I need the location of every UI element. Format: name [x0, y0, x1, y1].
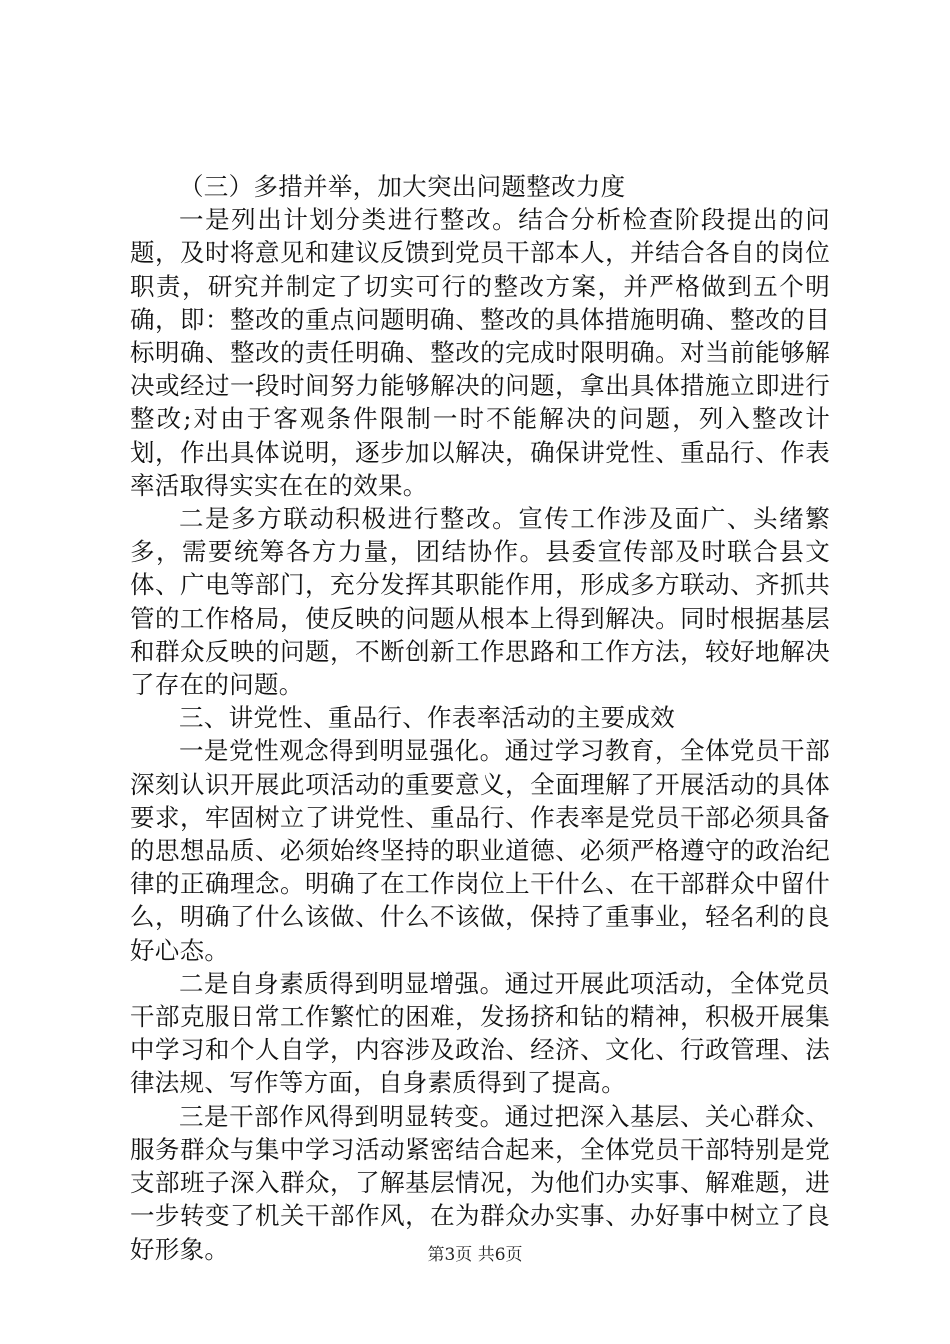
section-heading-measures: （三）多措并举，加大突出问题整改力度: [179, 172, 626, 201]
paragraph-party-awareness: 一是党性观念得到明显强化。通过学习教育，全体党员干部深刻认识开展此项活动的重要意义，全面理解了开展活动的具体要求，牢固树立了讲党性、重品行、作表率是党员干部必须具备的思想品质、必须始终坚持的职业道德、必须严格遵守的政治纪律的正确理念。明确了在工作岗位上干什么、在干部群众中留什么，明确了什么该做、什么不该做，保持了重事业，轻名利的良好心态。: [130, 736, 830, 965]
paragraph-self-quality: 二是自身素质得到明显增强。通过开展此项活动，全体党员干部克服日常工作繁忙的困难，发扬挤和钻的精神，积极开展集中学习和个人自学，内容涉及政治、经济、文化、行政管理、法律法规、写作等方面，自身素质得到了提高。: [130, 968, 830, 1098]
page-number-footer: 第3页 共6页: [427, 1245, 523, 1265]
paragraph-multi-party-rectification: 二是多方联动积极进行整改。宣传工作涉及面广、头绪繁多，需要统筹各方力量，团结协作。县委宣传部及时联合县文体、广电等部门，充分发挥其职能作用，形成多方联动、齐抓共管的工作格局，使反映的问题从根本上得到解决。同时根据基层和群众反映的问题，不断创新工作思路和工作方法，较好地解决了存在的问题。: [130, 504, 830, 700]
section-heading-results: 三、讲党性、重品行、作表率活动的主要成效: [179, 703, 675, 733]
paragraph-plan-rectification: 一是列出计划分类进行整改。结合分析检查阶段提出的问题，及时将意见和建议反馈到党员干部本人，并结合各自的岗位职责，研究并制定了切实可行的整改方案，并严格做到五个明确，即：整改的重点问题明确、整改的具体措施明确、整改的目标明确、整改的责任明确、整改的完成时限明确。对当前能够解决或经过一段时间努力能够解决的问题，拿出具体措施立即进行整改;对由于客观条件限制一时不能解决的问题，列入整改计划，作出具体说明，逐步加以解决，确保讲党性、重品行、作表率活取得实实在在的效果。: [130, 205, 830, 500]
paragraph-work-style: 三是干部作风得到明显转变。通过把深入基层、关心群众、服务群众与集中学习活动紧密结合起来，全体党员干部特别是党支部班子深入群众，了解基层情况，为他们办实事、解难题，进一步转变了机关干部作风，在为群众办实事、办好事中树立了良好形象。: [130, 1101, 830, 1264]
document-body: [130, 170, 830, 1266]
